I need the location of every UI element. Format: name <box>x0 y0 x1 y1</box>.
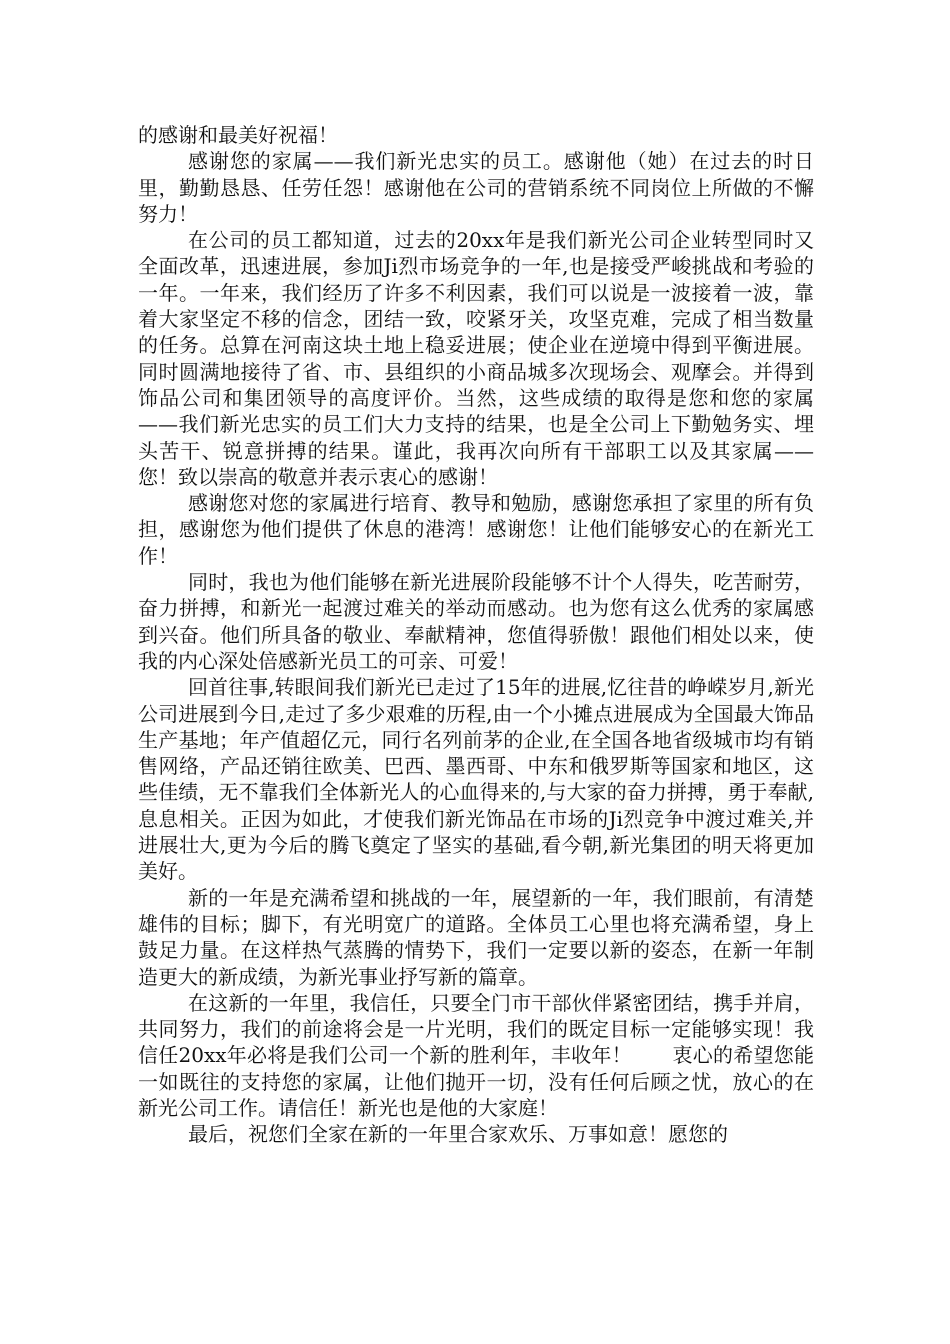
paragraph: 新的一年是充满希望和挑战的一年，展望新的一年，我们眼前，有清楚雄伟的目标；脚下，有光明宽广的道路。全体员工心里也将充满希望，身上鼓足力量。在这样热气蒸腾的情势下，我们一定要以新的姿态，在新一年制造更大的新成绩，为新光事业抒写新的篇章。 <box>138 885 814 989</box>
paragraph: 在这新的一年里，我信任，只要全门市干部伙伴紧密团结，携手并肩，共同努力，我们的前途将会是一片光明，我们的既定目标一定能够实现！我信任20xx年必将是我们公司一个新的胜利年，丰收年！ 衷心的希望您能一如既往的支持您的家属，让他们抛开一切，没有任何后顾之忧，放心的在新光公司工作。请信任！新光也是他的大家庭！ <box>138 990 814 1120</box>
document-body <box>138 122 814 1148</box>
paragraph: 在公司的员工都知道，过去的20xx年是我们新光公司企业转型同时又全面改革，迅速进展，参加Ji烈市场竞争的一年,也是接受严峻挑战和考验的一年。一年来，我们经历了许多不利因素，我们可以说是一波接着一波，靠着大家坚定不移的信念，团结一致，咬紧牙关，攻坚克难，完成了相当数量的任务。总算在河南这块土地上稳妥进展；使企业在逆境中得到平衡进展。同时圆满地接待了省、市、县组织的小商品城多次现场会、观摩会。并得到饰品公司和集团领导的高度评价。当然，这些成绩的取得是您和您的家属——我们新光忠实的员工们大力支持的结果，也是全公司上下勤勉务实、埋头苦干、锐意拼搏的结果。谨此，我再次向所有干部职工以及其家属——您！致以崇高的敬意并表示衷心的感谢！ <box>138 228 814 489</box>
paragraph: 的感谢和最美好祝福！ <box>138 123 338 147</box>
paragraph: 回首往事,转眼间我们新光已走过了15年的进展,忆往昔的峥嵘岁月,新光公司进展到今日,走过了多少艰难的历程,由一个小摊点进展成为全国最大饰品生产基地；年产值超亿元，同行名列前茅的企业,在全国各地省级城市均有销售网络，产品还销往欧美、巴西、墨西哥、中东和俄罗斯等国家和地区，这些佳绩，无不靠我们全体新光人的心血得来的,与大家的奋力拼搏，勇于奉献,息息相关。正因为如此，才使我们新光饰品在市场的Ji烈竞争中渡过难关,并进展壮大,更为今后的腾飞奠定了坚实的基础,看今朝,新光集团的明天将更加美好。 <box>138 675 814 884</box>
paragraph: 同时，我也为他们能够在新光进展阶段能够不计个人得失，吃苦耐劳，奋力拼搏，和新光一起渡过难关的举动而感动。也为您有这么优秀的家属感到兴奋。他们所具备的敬业、奉献精神，您值得骄傲！跟他们相处以来，使我的内心深处倍感新光员工的可亲、可爱！ <box>138 570 814 673</box>
paragraph: 感谢您对您的家属进行培育、教导和勉励，感谢您承担了家里的所有负担，感谢您为他们提供了休息的港湾！感谢您！让他们能够安心的在新光工作！ <box>138 491 814 568</box>
paragraph: 感谢您的家属——我们新光忠实的员工。感谢他（她）在过去的时日里，勤勤恳恳、任劳任怨！感谢他在公司的营销系统不同岗位上所做的不懈努力！ <box>138 149 814 226</box>
paragraph: 最后，祝您们全家在新的一年里合家欢乐、万事如意！愿您的 <box>188 1122 728 1147</box>
